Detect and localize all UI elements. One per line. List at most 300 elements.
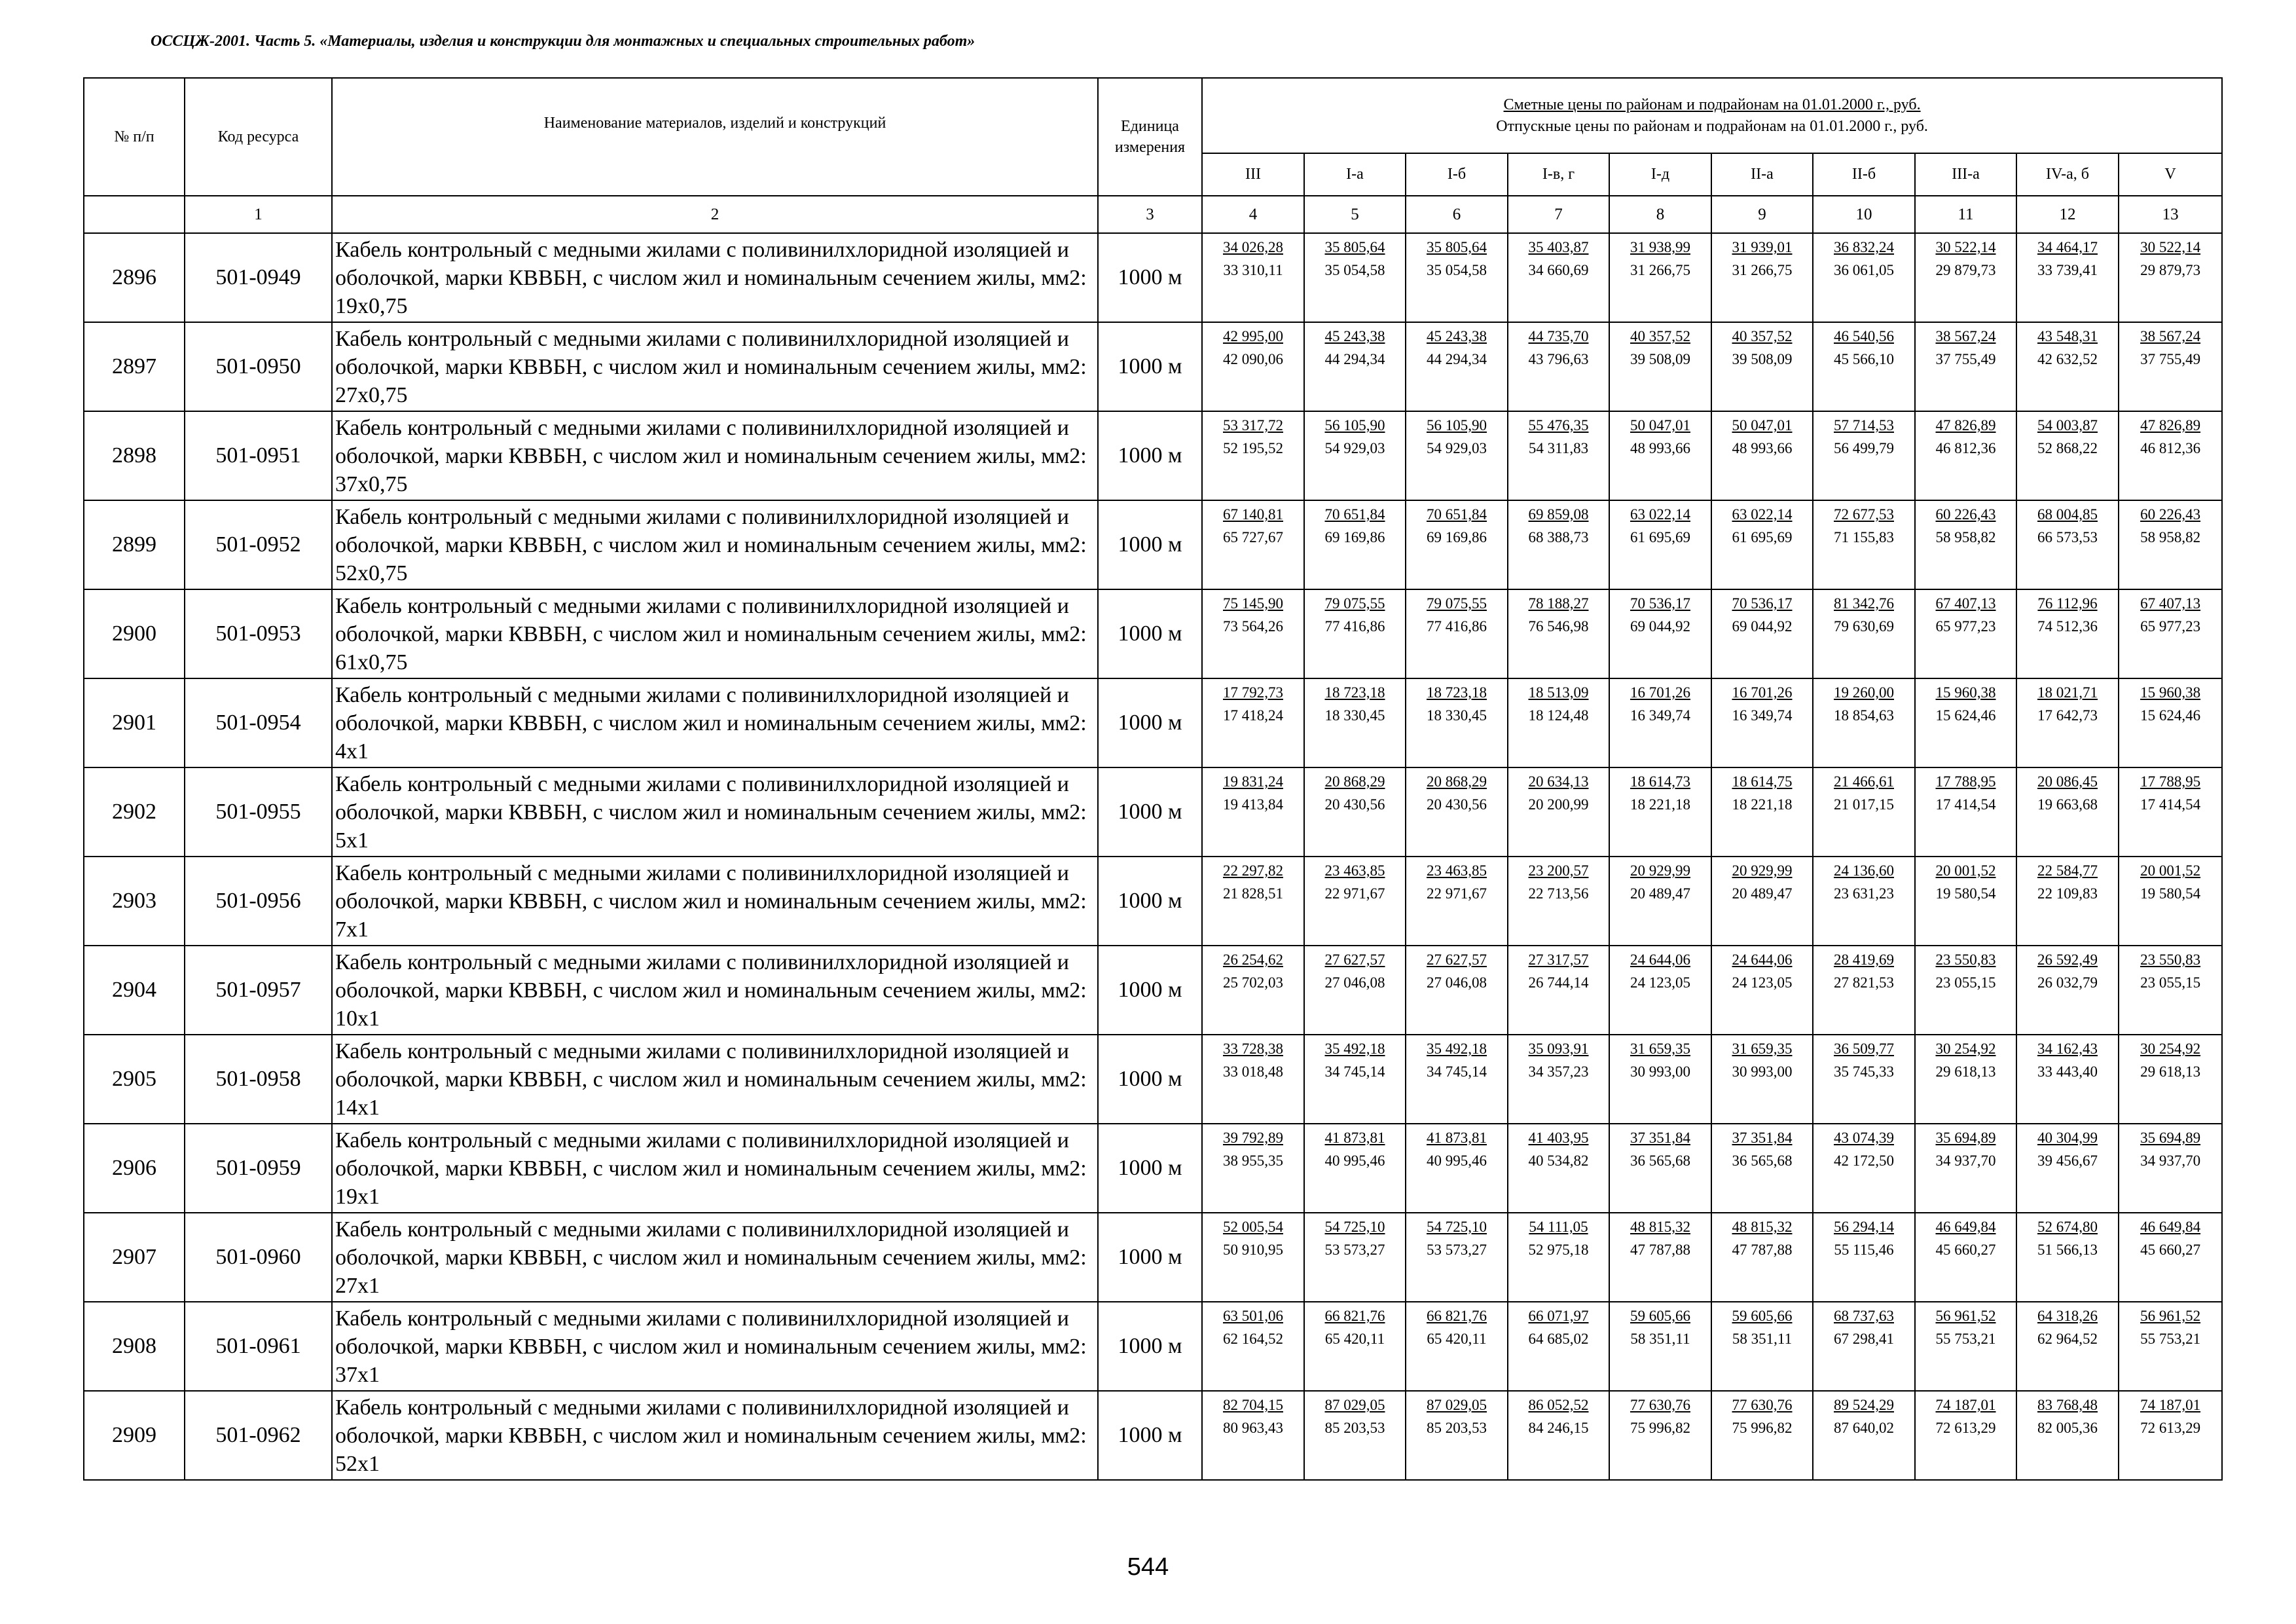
table-row	[84, 233, 2222, 322]
release-price: 75 996,82	[1630, 1420, 1690, 1436]
estimate-price: 46 540,56	[1834, 328, 1894, 344]
price-cell	[1609, 1391, 1711, 1480]
estimate-price: 66 821,76	[1324, 1308, 1385, 1324]
release-price: 23 631,23	[1834, 885, 1894, 902]
price-cell	[1711, 678, 1813, 767]
estimate-price: 22 297,82	[1223, 862, 1283, 879]
release-price: 46 812,36	[1935, 440, 1996, 456]
estimate-price: 22 584,77	[2037, 862, 2098, 879]
release-price: 55 753,21	[2140, 1331, 2201, 1347]
price-cell	[1406, 767, 1508, 857]
estimate-price: 31 939,01	[1732, 239, 1793, 255]
release-price: 18 221,18	[1732, 796, 1793, 813]
release-price: 45 566,10	[1834, 351, 1894, 367]
resource-code-cell: 501-0950	[185, 322, 332, 411]
estimate-price: 70 651,84	[1427, 506, 1487, 523]
region-header: V	[2119, 153, 2222, 196]
release-price: 53 573,27	[1427, 1242, 1487, 1258]
price-cell	[1202, 767, 1304, 857]
unit-cell: 1000 м	[1098, 1124, 1202, 1213]
estimate-price: 48 815,32	[1630, 1219, 1690, 1235]
estimate-price: 34 162,43	[2037, 1041, 2098, 1057]
price-cell	[1304, 500, 1406, 589]
estimate-price: 69 859,08	[1528, 506, 1589, 523]
price-cell	[1813, 857, 1915, 946]
price-cell	[1202, 1124, 1304, 1213]
release-price: 42 632,52	[2037, 351, 2098, 367]
column-number-cell: 7	[1508, 196, 1609, 233]
price-cell	[1813, 767, 1915, 857]
release-price: 66 573,53	[2037, 529, 2098, 545]
estimate-price: 40 357,52	[1732, 328, 1793, 344]
price-cell	[1813, 1391, 1915, 1480]
estimate-price: 67 140,81	[1223, 506, 1283, 523]
estimate-price: 17 792,73	[1223, 684, 1283, 701]
col-header-name: Наименование материалов, изделий и конструкций	[332, 78, 1098, 196]
release-price: 30 993,00	[1630, 1063, 1690, 1080]
release-price: 24 123,05	[1630, 974, 1690, 991]
price-cell	[1915, 857, 2016, 946]
estimate-price: 81 342,76	[1834, 595, 1894, 612]
row-number-cell: 2907	[84, 1213, 185, 1302]
price-cell	[1813, 1035, 1915, 1124]
release-price: 87 640,02	[1834, 1420, 1894, 1436]
table-row	[84, 500, 2222, 589]
estimate-price: 17 788,95	[2140, 773, 2201, 790]
estimate-price: 35 694,89	[1935, 1130, 1996, 1146]
release-price: 55 115,46	[1834, 1242, 1894, 1258]
column-number-cell: 4	[1202, 196, 1304, 233]
estimate-price: 35 805,64	[1324, 239, 1385, 255]
estimate-price: 18 614,73	[1630, 773, 1690, 790]
release-price: 36 061,05	[1834, 262, 1894, 278]
material-name-cell: Кабель контрольный с медными жилами с поливинилхлоридной изоляцией и оболочкой, марки КВВБН, с числом жил и номинальным сечением жилы, мм2: 52х0,75	[332, 500, 1098, 589]
unit-cell: 1000 м	[1098, 1391, 1202, 1480]
page-number: 544	[1127, 1553, 1169, 1581]
release-price: 65 420,11	[1324, 1331, 1385, 1347]
estimate-price: 24 644,06	[1732, 951, 1793, 968]
release-price: 18 124,48	[1528, 707, 1589, 724]
estimate-price: 68 004,85	[2037, 506, 2098, 523]
estimate-price: 79 075,55	[1324, 595, 1385, 612]
price-cell	[1915, 946, 2016, 1035]
estimate-price: 18 021,71	[2037, 684, 2098, 701]
estimate-price: 31 938,99	[1630, 239, 1690, 255]
release-price: 30 993,00	[1732, 1063, 1793, 1080]
release-price: 21 828,51	[1223, 885, 1283, 902]
release-price: 20 430,56	[1427, 796, 1487, 813]
release-price: 40 995,46	[1427, 1153, 1487, 1169]
release-price: 33 018,48	[1223, 1063, 1283, 1080]
release-price: 22 971,67	[1324, 885, 1385, 902]
column-number-cell: 8	[1609, 196, 1711, 233]
release-price: 76 546,98	[1528, 618, 1589, 635]
price-cell	[1304, 678, 1406, 767]
estimate-price: 67 407,13	[2140, 595, 2201, 612]
col-header-num: № п/п	[84, 78, 185, 196]
row-number-cell: 2905	[84, 1035, 185, 1124]
unit-cell: 1000 м	[1098, 322, 1202, 411]
release-price: 48 993,66	[1630, 440, 1690, 456]
column-number-cell	[84, 196, 185, 233]
table-row	[84, 1302, 2222, 1391]
price-cell	[1508, 589, 1609, 678]
release-price: 36 565,68	[1732, 1153, 1793, 1169]
row-number-cell: 2899	[84, 500, 185, 589]
prices-release-label: Отпускные цены по районам и подрайонам на 01.01.2000 г., руб.	[1496, 117, 1928, 135]
release-price: 75 996,82	[1732, 1420, 1793, 1436]
estimate-price: 76 112,96	[2037, 595, 2098, 612]
estimate-price: 50 047,01	[1732, 417, 1793, 434]
estimate-price: 66 071,97	[1528, 1308, 1589, 1324]
region-header: IV-а, б	[2016, 153, 2119, 196]
release-price: 17 418,24	[1223, 707, 1283, 724]
estimate-price: 20 634,13	[1528, 773, 1589, 790]
release-price: 23 055,15	[1935, 974, 1996, 991]
price-cell	[1304, 411, 1406, 500]
estimate-price: 78 188,27	[1528, 595, 1589, 612]
estimate-price: 47 826,89	[2140, 417, 2201, 434]
estimate-price: 66 821,76	[1427, 1308, 1487, 1324]
release-price: 21 017,15	[1834, 796, 1894, 813]
unit-cell: 1000 м	[1098, 678, 1202, 767]
material-name-cell: Кабель контрольный с медными жилами с поливинилхлоридной изоляцией и оболочкой, марки КВВБН, с числом жил и номинальным сечением жилы, мм2: 7х1	[332, 857, 1098, 946]
price-cell	[1304, 1391, 1406, 1480]
row-number-cell: 2900	[84, 589, 185, 678]
release-price: 19 580,54	[2140, 885, 2201, 902]
price-cell	[1609, 322, 1711, 411]
price-cell	[1813, 946, 1915, 1035]
release-price: 52 868,22	[2037, 440, 2098, 456]
estimate-price: 42 995,00	[1223, 328, 1283, 344]
estimate-price: 17 788,95	[1935, 773, 1996, 790]
price-cell	[2119, 1124, 2222, 1213]
price-cell	[2119, 1213, 2222, 1302]
price-cell	[1202, 1391, 1304, 1480]
price-cell	[1508, 411, 1609, 500]
estimate-price: 26 592,49	[2037, 951, 2098, 968]
material-name-cell: Кабель контрольный с медными жилами с поливинилхлоридной изоляцией и оболочкой, марки КВВБН, с числом жил и номинальным сечением жилы, мм2: 5х1	[332, 767, 1098, 857]
price-cell	[1508, 767, 1609, 857]
release-price: 68 388,73	[1528, 529, 1589, 545]
price-cell	[2016, 1213, 2119, 1302]
release-price: 47 787,88	[1630, 1242, 1690, 1258]
release-price: 34 660,69	[1528, 262, 1589, 278]
price-cell	[1711, 500, 1813, 589]
unit-cell: 1000 м	[1098, 767, 1202, 857]
price-cell	[1406, 1302, 1508, 1391]
release-price: 77 416,86	[1427, 618, 1487, 635]
release-price: 65 420,11	[1427, 1331, 1487, 1347]
price-cell	[1609, 946, 1711, 1035]
row-number-cell: 2897	[84, 322, 185, 411]
price-cell	[1304, 1035, 1406, 1124]
estimate-price: 36 509,77	[1834, 1041, 1894, 1057]
price-cell	[1508, 1213, 1609, 1302]
release-price: 44 294,34	[1427, 351, 1487, 367]
row-number-cell: 2904	[84, 946, 185, 1035]
price-cell	[2016, 857, 2119, 946]
release-price: 34 745,14	[1324, 1063, 1385, 1080]
release-price: 33 310,11	[1223, 262, 1283, 278]
unit-cell: 1000 м	[1098, 500, 1202, 589]
release-price: 40 534,82	[1528, 1153, 1589, 1169]
estimate-price: 56 105,90	[1427, 417, 1487, 434]
release-price: 58 958,82	[2140, 529, 2201, 545]
region-header: III	[1202, 153, 1304, 196]
price-cell	[1508, 946, 1609, 1035]
release-price: 38 955,35	[1223, 1153, 1283, 1169]
estimate-price: 86 052,52	[1528, 1397, 1589, 1413]
release-price: 20 200,99	[1528, 796, 1589, 813]
price-cell	[2016, 233, 2119, 322]
estimate-price: 77 630,76	[1630, 1397, 1690, 1413]
price-cell	[1609, 589, 1711, 678]
release-price: 17 414,54	[1935, 796, 1996, 813]
release-price: 26 744,14	[1528, 974, 1589, 991]
release-price: 35 745,33	[1834, 1063, 1894, 1080]
price-cell	[1609, 857, 1711, 946]
price-cell	[1915, 767, 2016, 857]
release-price: 67 298,41	[1834, 1331, 1894, 1347]
material-name-cell: Кабель контрольный с медными жилами с поливинилхлоридной изоляцией и оболочкой, марки КВВБН, с числом жил и номинальным сечением жилы, мм2: 19х0,75	[332, 233, 1098, 322]
release-price: 17 642,73	[2037, 707, 2098, 724]
release-price: 52 195,52	[1223, 440, 1283, 456]
release-price: 34 937,70	[1935, 1153, 1996, 1169]
release-price: 39 508,09	[1732, 351, 1793, 367]
table-row	[84, 946, 2222, 1035]
release-price: 50 910,95	[1223, 1242, 1283, 1258]
price-cell	[1813, 411, 1915, 500]
release-price: 61 695,69	[1732, 529, 1793, 545]
resource-code-cell: 501-0954	[185, 678, 332, 767]
release-price: 51 566,13	[2037, 1242, 2098, 1258]
estimate-price: 18 723,18	[1324, 684, 1385, 701]
estimate-price: 27 627,57	[1324, 951, 1385, 968]
release-price: 33 739,41	[2037, 262, 2098, 278]
estimate-price: 35 093,91	[1528, 1041, 1589, 1057]
release-price: 40 995,46	[1324, 1153, 1385, 1169]
estimate-price: 27 317,57	[1528, 951, 1589, 968]
resource-code-cell: 501-0960	[185, 1213, 332, 1302]
estimate-price: 56 961,52	[2140, 1308, 2201, 1324]
resource-code-cell: 501-0951	[185, 411, 332, 500]
material-name-cell: Кабель контрольный с медными жилами с поливинилхлоридной изоляцией и оболочкой, марки КВВБН, с числом жил и номинальным сечением жилы, мм2: 52х1	[332, 1391, 1098, 1480]
material-name-cell: Кабель контрольный с медными жилами с поливинилхлоридной изоляцией и оболочкой, марки КВВБН, с числом жил и номинальным сечением жилы, мм2: 14х1	[332, 1035, 1098, 1124]
col-header-code: Код ресурса	[185, 78, 332, 196]
price-cell	[1508, 857, 1609, 946]
release-price: 26 032,79	[2037, 974, 2098, 991]
price-cell	[2119, 767, 2222, 857]
estimate-price: 70 536,17	[1732, 595, 1793, 612]
estimate-price: 55 476,35	[1528, 417, 1589, 434]
estimate-price: 43 074,39	[1834, 1130, 1894, 1146]
release-price: 22 971,67	[1427, 885, 1487, 902]
price-cell	[2016, 767, 2119, 857]
material-name-cell: Кабель контрольный с медными жилами с поливинилхлоридной изоляцией и оболочкой, марки КВВБН, с числом жил и номинальным сечением жилы, мм2: 19х1	[332, 1124, 1098, 1213]
estimate-price: 43 548,31	[2037, 328, 2098, 344]
column-number-cell: 10	[1813, 196, 1915, 233]
prices-estimate-label: Сметные цены по районам и подрайонам на 01.01.2000 г., руб.	[1503, 96, 1921, 114]
row-number-cell: 2908	[84, 1302, 185, 1391]
release-price: 72 613,29	[1935, 1420, 1996, 1436]
estimate-price: 28 419,69	[1834, 951, 1894, 968]
column-number-cell: 11	[1915, 196, 2016, 233]
estimate-price: 67 407,13	[1935, 595, 1996, 612]
estimate-price: 83 768,48	[2037, 1397, 2098, 1413]
region-header: I-д	[1609, 153, 1711, 196]
unit-cell: 1000 м	[1098, 1302, 1202, 1391]
price-cell	[1406, 322, 1508, 411]
release-price: 15 624,46	[1935, 707, 1996, 724]
release-price: 27 821,53	[1834, 974, 1894, 991]
estimate-price: 40 304,99	[2037, 1130, 2098, 1146]
price-cell	[1915, 233, 2016, 322]
price-cell	[1609, 678, 1711, 767]
column-number-cell: 9	[1711, 196, 1813, 233]
price-table	[83, 77, 2223, 1481]
estimate-price: 74 187,01	[1935, 1397, 1996, 1413]
estimate-price: 89 524,29	[1834, 1397, 1894, 1413]
price-cell	[1711, 233, 1813, 322]
estimate-price: 15 960,38	[1935, 684, 1996, 701]
price-cell	[1915, 678, 2016, 767]
release-price: 29 618,13	[1935, 1063, 1996, 1080]
price-cell	[1711, 1302, 1813, 1391]
price-cell	[1915, 1035, 2016, 1124]
column-number-row	[84, 196, 2222, 233]
estimate-price: 23 550,83	[1935, 951, 1996, 968]
price-cell	[1508, 1302, 1609, 1391]
price-cell	[1304, 589, 1406, 678]
price-cell	[2016, 1124, 2119, 1213]
column-number-cell: 1	[185, 196, 332, 233]
estimate-price: 54 111,05	[1529, 1219, 1588, 1235]
estimate-price: 46 649,84	[1935, 1219, 1996, 1235]
estimate-price: 24 136,60	[1834, 862, 1894, 879]
release-price: 37 755,49	[1935, 351, 1996, 367]
estimate-price: 64 318,26	[2037, 1308, 2098, 1324]
release-price: 48 993,66	[1732, 440, 1793, 456]
estimate-price: 37 351,84	[1732, 1130, 1793, 1146]
estimate-price: 34 464,17	[2037, 239, 2098, 255]
price-cell	[1711, 1213, 1813, 1302]
price-cell	[2016, 322, 2119, 411]
row-number-cell: 2896	[84, 233, 185, 322]
release-price: 69 044,92	[1732, 618, 1793, 635]
price-cell	[1202, 1302, 1304, 1391]
price-cell	[2016, 1391, 2119, 1480]
release-price: 42 172,50	[1834, 1153, 1894, 1169]
unit-cell: 1000 м	[1098, 1213, 1202, 1302]
estimate-price: 36 832,24	[1834, 239, 1894, 255]
column-number-cell: 2	[332, 196, 1098, 233]
price-cell	[2016, 946, 2119, 1035]
price-cell	[1202, 857, 1304, 946]
estimate-price: 79 075,55	[1427, 595, 1487, 612]
price-cell	[1508, 1391, 1609, 1480]
release-price: 34 357,23	[1528, 1063, 1589, 1080]
release-price: 29 879,73	[1935, 262, 1996, 278]
release-price: 64 685,02	[1528, 1331, 1589, 1347]
release-price: 58 351,11	[1732, 1331, 1793, 1347]
price-cell	[2119, 500, 2222, 589]
price-cell	[2119, 857, 2222, 946]
unit-cell: 1000 м	[1098, 1035, 1202, 1124]
price-cell	[1813, 589, 1915, 678]
release-price: 35 054,58	[1427, 262, 1487, 278]
material-name-cell: Кабель контрольный с медными жилами с поливинилхлоридной изоляцией и оболочкой, марки КВВБН, с числом жил и номинальным сечением жилы, мм2: 61х0,75	[332, 589, 1098, 678]
material-name-cell: Кабель контрольный с медными жилами с поливинилхлоридной изоляцией и оболочкой, марки КВВБН, с числом жил и номинальным сечением жилы, мм2: 27х1	[332, 1213, 1098, 1302]
release-price: 31 266,75	[1732, 262, 1793, 278]
price-cell	[1711, 1035, 1813, 1124]
price-cell	[1508, 1124, 1609, 1213]
column-number-cell: 3	[1098, 196, 1202, 233]
estimate-price: 26 254,62	[1223, 951, 1283, 968]
region-header: I-б	[1406, 153, 1508, 196]
col-header-prices	[1202, 78, 2222, 153]
price-cell	[1711, 767, 1813, 857]
resource-code-cell: 501-0953	[185, 589, 332, 678]
estimate-price: 63 022,14	[1732, 506, 1793, 523]
release-price: 47 787,88	[1732, 1242, 1793, 1258]
estimate-price: 56 961,52	[1935, 1308, 1996, 1324]
estimate-price: 77 630,76	[1732, 1397, 1793, 1413]
column-number-cell: 13	[2119, 196, 2222, 233]
estimate-price: 18 614,75	[1732, 773, 1793, 790]
price-cell	[1202, 233, 1304, 322]
unit-cell: 1000 м	[1098, 946, 1202, 1035]
estimate-price: 52 674,80	[2037, 1219, 2098, 1235]
table-row	[84, 589, 2222, 678]
estimate-price: 38 567,24	[1935, 328, 1996, 344]
release-price: 27 046,08	[1427, 974, 1487, 991]
release-price: 18 854,63	[1834, 707, 1894, 724]
price-cell	[1609, 1213, 1711, 1302]
release-price: 24 123,05	[1732, 974, 1793, 991]
unit-cell: 1000 м	[1098, 411, 1202, 500]
region-header: I-а	[1304, 153, 1406, 196]
price-cell	[1609, 767, 1711, 857]
table-row	[84, 1213, 2222, 1302]
estimate-price: 20 001,52	[2140, 862, 2201, 879]
material-name-cell: Кабель контрольный с медными жилами с поливинилхлоридной изоляцией и оболочкой, марки КВВБН, с числом жил и номинальным сечением жилы, мм2: 10х1	[332, 946, 1098, 1035]
estimate-price: 57 714,53	[1834, 417, 1894, 434]
estimate-price: 35 694,89	[2140, 1130, 2201, 1146]
estimate-price: 18 723,18	[1427, 684, 1487, 701]
price-cell	[1915, 589, 2016, 678]
estimate-price: 31 659,35	[1732, 1041, 1793, 1057]
table-row	[84, 411, 2222, 500]
price-cell	[1711, 857, 1813, 946]
price-cell	[1609, 500, 1711, 589]
estimate-price: 41 873,81	[1427, 1130, 1487, 1146]
release-price: 62 164,52	[1223, 1331, 1283, 1347]
material-name-cell: Кабель контрольный с медными жилами с поливинилхлоридной изоляцией и оболочкой, марки КВВБН, с числом жил и номинальным сечением жилы, мм2: 37х0,75	[332, 411, 1098, 500]
estimate-price: 20 868,29	[1427, 773, 1487, 790]
release-price: 39 508,09	[1630, 351, 1690, 367]
release-price: 39 456,67	[2037, 1153, 2098, 1169]
price-cell	[1406, 857, 1508, 946]
release-price: 18 330,45	[1427, 707, 1487, 724]
estimate-price: 20 086,45	[2037, 773, 2098, 790]
estimate-price: 34 026,28	[1223, 239, 1283, 255]
release-price: 45 660,27	[2140, 1242, 2201, 1258]
row-number-cell: 2901	[84, 678, 185, 767]
estimate-price: 18 513,09	[1528, 684, 1589, 701]
price-cell	[1406, 233, 1508, 322]
resource-code-cell: 501-0957	[185, 946, 332, 1035]
